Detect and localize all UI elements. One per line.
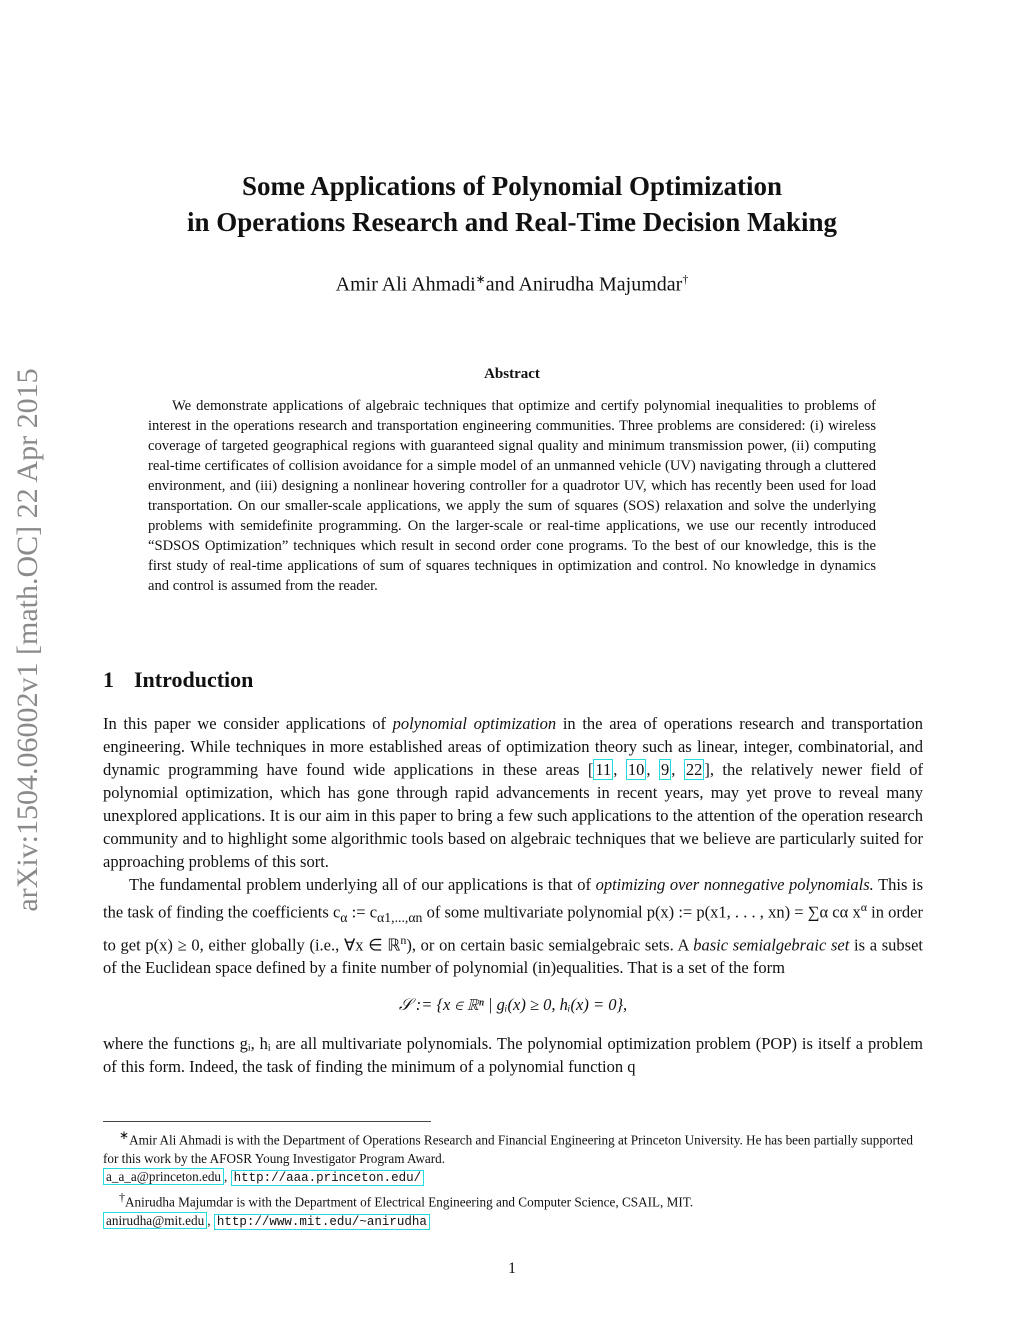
footnote-divider [103, 1121, 431, 1122]
citation-link[interactable]: 9 [660, 760, 670, 779]
homepage-link[interactable]: http://aaa.princeton.edu/ [231, 1170, 425, 1186]
homepage-link[interactable]: http://www.mit.edu/~anirudha [214, 1214, 430, 1230]
paragraph: The fundamental problem underlying all of our applications is that of optimizing over nonnegative polynomials. This is the task of finding the coefficients $c_\alpha$ := $c_{\alpha 1,...,\alpha n}$ of some multivariate polynomial p(x) := p(x1, . . . , xn) = ∑α cα $x^\alpha$ in order to get p(x) ≥ 0, either globally (i.e., ∀x ∈ ℝ$^n$), or on certain basic semialgebraic sets. A basic semialgebraic set is a subset of the Euclidean space defined by a finite number of polynomial (in)equalities. That is a set of the form [103, 875, 924, 978]
section-heading [103, 667, 253, 693]
section-title: Introduction [134, 667, 254, 692]
title-line-2: in Operations Research and Real-Time Decision Making [186, 207, 837, 237]
section-number: 1 [103, 667, 114, 692]
footnote-mark[interactable]: ∗ [475, 272, 486, 286]
footnote-links: anirudha@mit.edu , http://www.mit.edu/~anirudha [103, 1212, 923, 1232]
title-line-1: Some Applications of Polynomial Optimization [241, 171, 783, 201]
author-connector: and [485, 273, 519, 296]
citation-link[interactable]: 11 [595, 760, 612, 779]
abstract-heading: Abstract [484, 366, 540, 382]
author-name: Amir Ali Ahmadi [335, 273, 476, 296]
arxiv-identifier: arXiv:1504.06002v1 [math.OC] 22 Apr 2015 [11, 368, 44, 912]
paper-title [80, 168, 944, 240]
paragraph: where the functions gᵢ, hᵢ are all multivariate polynomials. The polynomial optimization problem (POP) is itself a problem of this form. Indeed, the task of finding the minimum of a polynomial function q [103, 1034, 923, 1077]
footnote-mark[interactable]: † [682, 272, 689, 286]
author-name: Anirudha Majumdar [518, 273, 683, 296]
emphasis: basic semialgebraic set [693, 935, 850, 955]
email-link[interactable]: anirudha@mit.edu [103, 1212, 207, 1229]
introduction-body [103, 712, 923, 1078]
emphasis: polynomial optimization [392, 714, 557, 733]
footnotes [103, 1126, 923, 1231]
citation-link[interactable]: 10 [627, 760, 645, 779]
page-number: 1 [508, 1260, 516, 1277]
email-link[interactable]: a_a_a@princeton.edu [103, 1168, 224, 1185]
display-equation: 𝒮 := {x ∈ ℝⁿ | gᵢ(x) ≥ 0, hᵢ(x) = 0}, [398, 995, 628, 1015]
footnote: ∗Amir Ali Ahmadi is with the Department of Operations Research and Financial Engineering at Princeton University. He has been partially supported for this work by the AFOSR Young Investigator Program Award. [103, 1128, 914, 1166]
paragraph: In this paper we consider applications of polynomial optimization in the area of operations research and transportation engineering. While techniques in more established areas of optimization theory such as linear, integer, combinatorial, and dynamic programming have found wide applications in these areas [ 11 , 10 , 9 , 22 ], the relatively newer field of polynomial optimization, which has gone through rapid advancements in recent years, may yet prove to reveal many unexplored applications. It is our aim in this paper to bring a few such applications to the attention of the operation research community and to highlight some algorithmic tools based on algebraic techniques that we believe are particularly suited for approaching problems of this sort. [103, 714, 924, 871]
author-list [0, 272, 1024, 297]
footnote-links: a_a_a@princeton.edu , http://aaa.princeton.edu/ [103, 1168, 923, 1188]
emphasis: optimizing over nonnegative polynomials. [595, 875, 874, 894]
citation-link[interactable]: 22 [685, 760, 703, 779]
abstract-text: We demonstrate applications of algebraic techniques that optimize and certify polynomial inequalities to problems of interest in the operations research and transportation engineering communities. Three problems are considered: (i) wireless coverage of targeted geographical regions with guaranteed signal quality and minimum transmission power, (ii) computing real-time certificates of collision avoidance for a simple model of an unmanned vehicle (UV) navigating through a cluttered environment, and (iii) designing a nonlinear hovering controller for a quadrotor UV, which has recently been used for load transportation. On our smaller-scale applications, we apply the sum of squares (SOS) relaxation and solve the underlying problems with semidefinite programming. On the larger-scale or real-time applications, we use our recently introduced “SDSOS Optimization” techniques which result in second order cone programs. To the best of our knowledge, this is the first study of real-time applications of sum of squares techniques in optimization and control. No knowledge in dynamics and control is assumed from the reader. [148, 398, 876, 594]
footnote: †Anirudha Majumdar is with the Department of Electrical Engineering and Computer Science, CSAIL, MIT. [119, 1189, 694, 1210]
